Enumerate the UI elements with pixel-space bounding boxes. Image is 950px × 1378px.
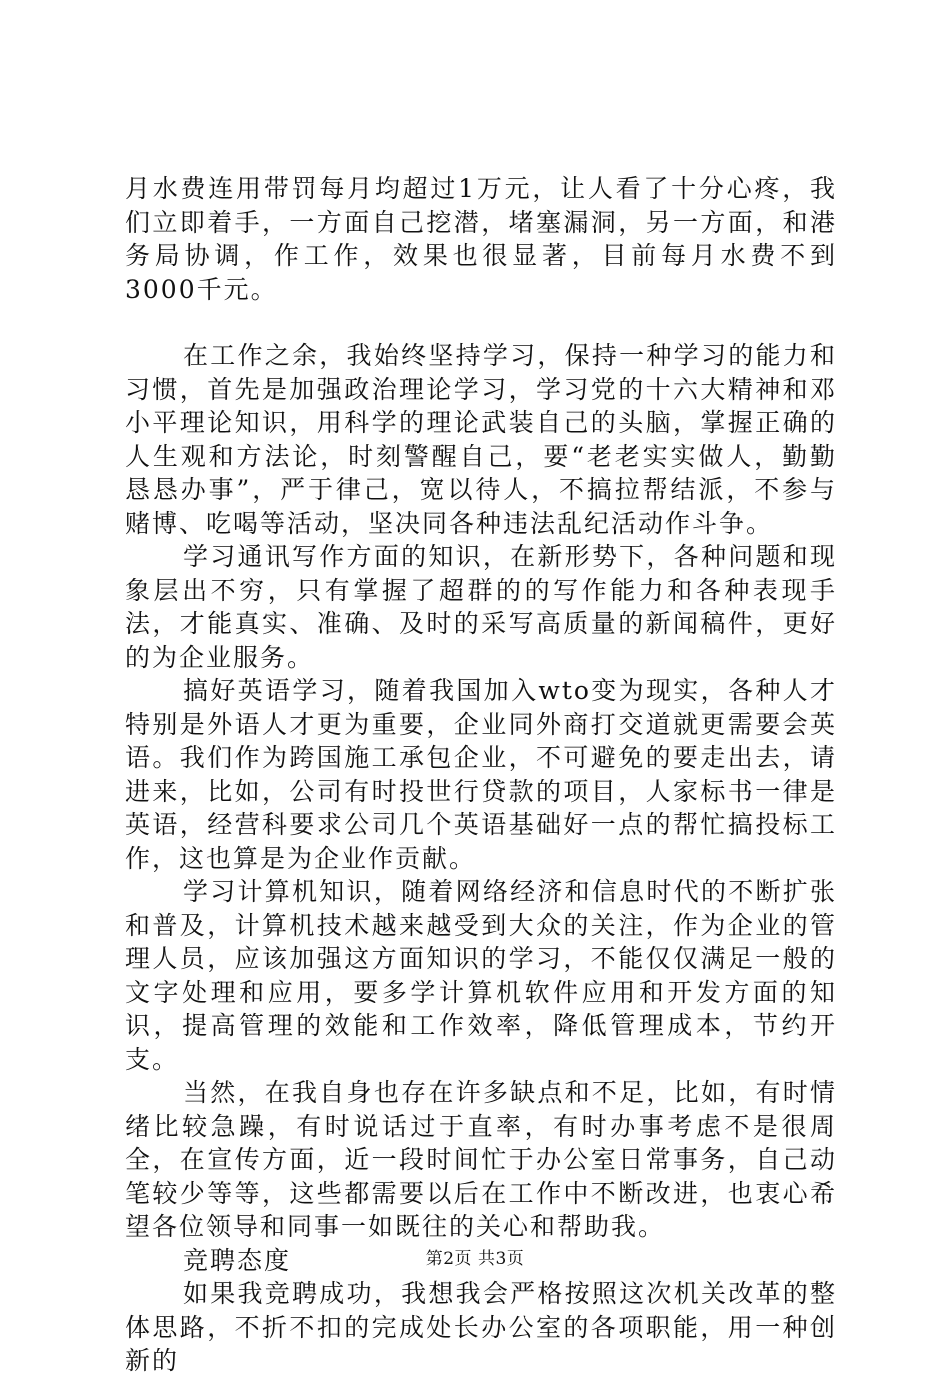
paragraph-political-study: 在工作之余，我始终坚持学习，保持一种学习的能力和习惯，首先是加强政治理论学习，学习党的十六大精神和邓小平理论知识，用科学的理论武装自己的头脑，掌握正确的人生观和方法论，时刻警醒自己，要“老老实实做人，勤勤恳恳办事”，严于律己，宽以待人，不搞拉帮结派，不参与赌博、吃喝等活动，坚决同各种违法乱纪活动作斗争。 xyxy=(125,341,837,538)
paragraph-computer-study: 学习计算机知识，随着网络经济和信息时代的不断扩张和普及，计算机技术越来越受到大众的关注，作为企业的管理人员，应该加强这方面知识的学习，不能仅仅满足一般的文字处理和应用，要多学计算机软件应用和开发方面的知识，提高管理的效能和工作效率，降低管理成本，节约开支。 xyxy=(125,877,837,1074)
paragraph-writing-study: 学习通讯写作方面的知识，在新形势下，各种问题和现象层出不穷，只有掌握了超群的的写作能力和各种表现手法，才能真实、准确、及时的采写高质量的新闻稿件，更好的为企业服务。 xyxy=(125,542,837,672)
paragraph-water-fees: 月水费连用带罚每月均超过1万元，让人看了十分心疼，我们立即着手，一方面自己挖潜，堵塞漏洞，另一方面，和港务局协调，作工作，效果也很显著，目前每月水费不到3000千元。 xyxy=(125,174,837,304)
paragraph-english-study: 搞好英语学习，随着我国加入wto变为现实，各种人才特别是外语人才更为重要，企业同外商打交道就更需要会英语。我们作为跨国施工承包企业，不可避免的要走出去，请进来，比如，公司有时投世行贷款的项目，人家标书一律是英语，经营科要求公司几个英语基础好一点的帮忙搞投标工作，这也算是为企业作贡献。 xyxy=(125,676,837,873)
document-body xyxy=(125,172,837,1378)
page-footer: 第2页 共3页 xyxy=(425,1249,525,1269)
paragraph-attitude: 如果我竞聘成功，我想我会严格按照这次机关改革的整体思路，不折不扣的完成处长办公室的各项职能，用一种创新的 xyxy=(125,1279,837,1375)
section-heading-attitude: 竞聘态度 xyxy=(183,1245,292,1275)
paragraph-shortcomings: 当然，在我自身也存在许多缺点和不足，比如，有时情绪比较急躁，有时说话过于直率，有时办事考虑不是很周全，在宣传方面，近一段时间忙于办公室日常事务，自己动笔较少等等，这些都需要以后在工作中不断改进，也衷心希望各位领导和同事一如既往的关心和帮助我。 xyxy=(125,1078,837,1241)
